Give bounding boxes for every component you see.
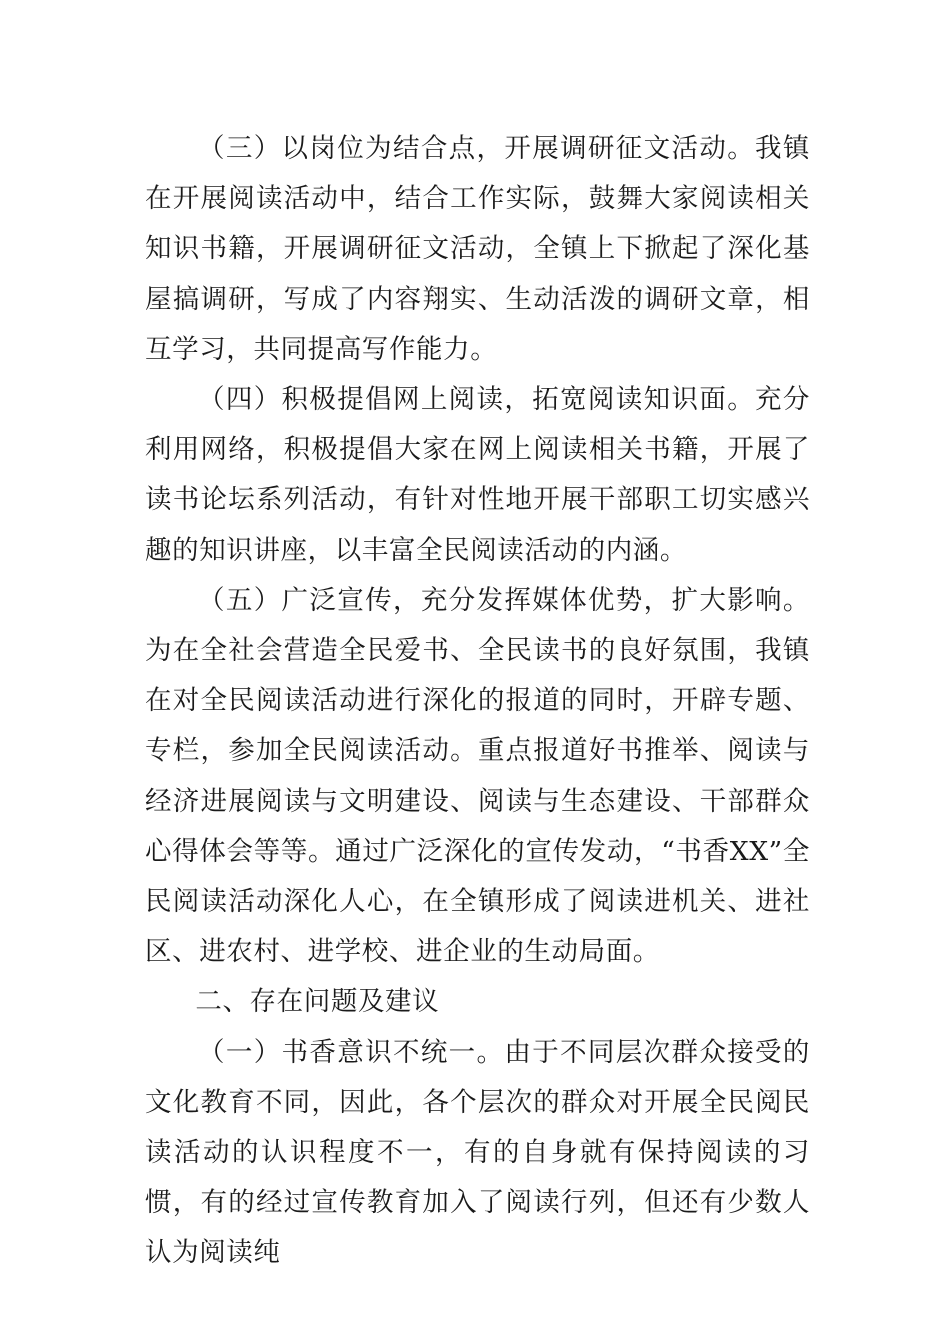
document-body: [145, 124, 810, 1279]
paragraph-4: （四）积极提倡网上阅读，拓宽阅读知识面。充分利用网络，积极提倡大家在网上阅读相关书籍，开展了读书论坛系列活动，有针对性地开展干部职工切实感兴趣的知识讲座，以丰富全民阅读活动的内涵。: [145, 384, 810, 566]
paragraph-problem-1: （一）书香意识不统一。由于不同层次群众接受的文化教育不同，因此，各个层次的群众对开展全民阅民读活动的认识程度不一，有的自身就有保持阅读的习惯，有的经过宣传教育加入了阅读行列，但还有少数人认为阅读纯: [145, 1036, 810, 1269]
paragraph-3: （三）以岗位为结合点，开展调研征文活动。我镇在开展阅读活动中，结合工作实际，鼓舞大家阅读相关知识书籍，开展调研征文活动，全镇上下掀起了深化基屋搞调研，写成了内容翔实、生动活泼的调研文章，相互学习，共同提高写作能力。: [145, 133, 810, 365]
section-heading: 二、存在问题及建议: [195, 986, 440, 1018]
paragraph-5: （五）广泛宣传，充分发挥媒体优势，扩大影响。为在全社会营造全民爱书、全民读书的良好氛围，我镇在对全民阅读活动进行深化的报道的同时，开辟专题、专栏，参加全民阅读活动。重点报道好书推举、阅读与经济进展阅读与文明建设、阅读与生态建设、干部群众心得体会等等。通过广泛深化的宣传发动，“书香XX”全民阅读活动深化人心，在全镇形成了阅读进机关、进社区、进农村、进学校、进企业的生动局面。: [145, 584, 810, 968]
